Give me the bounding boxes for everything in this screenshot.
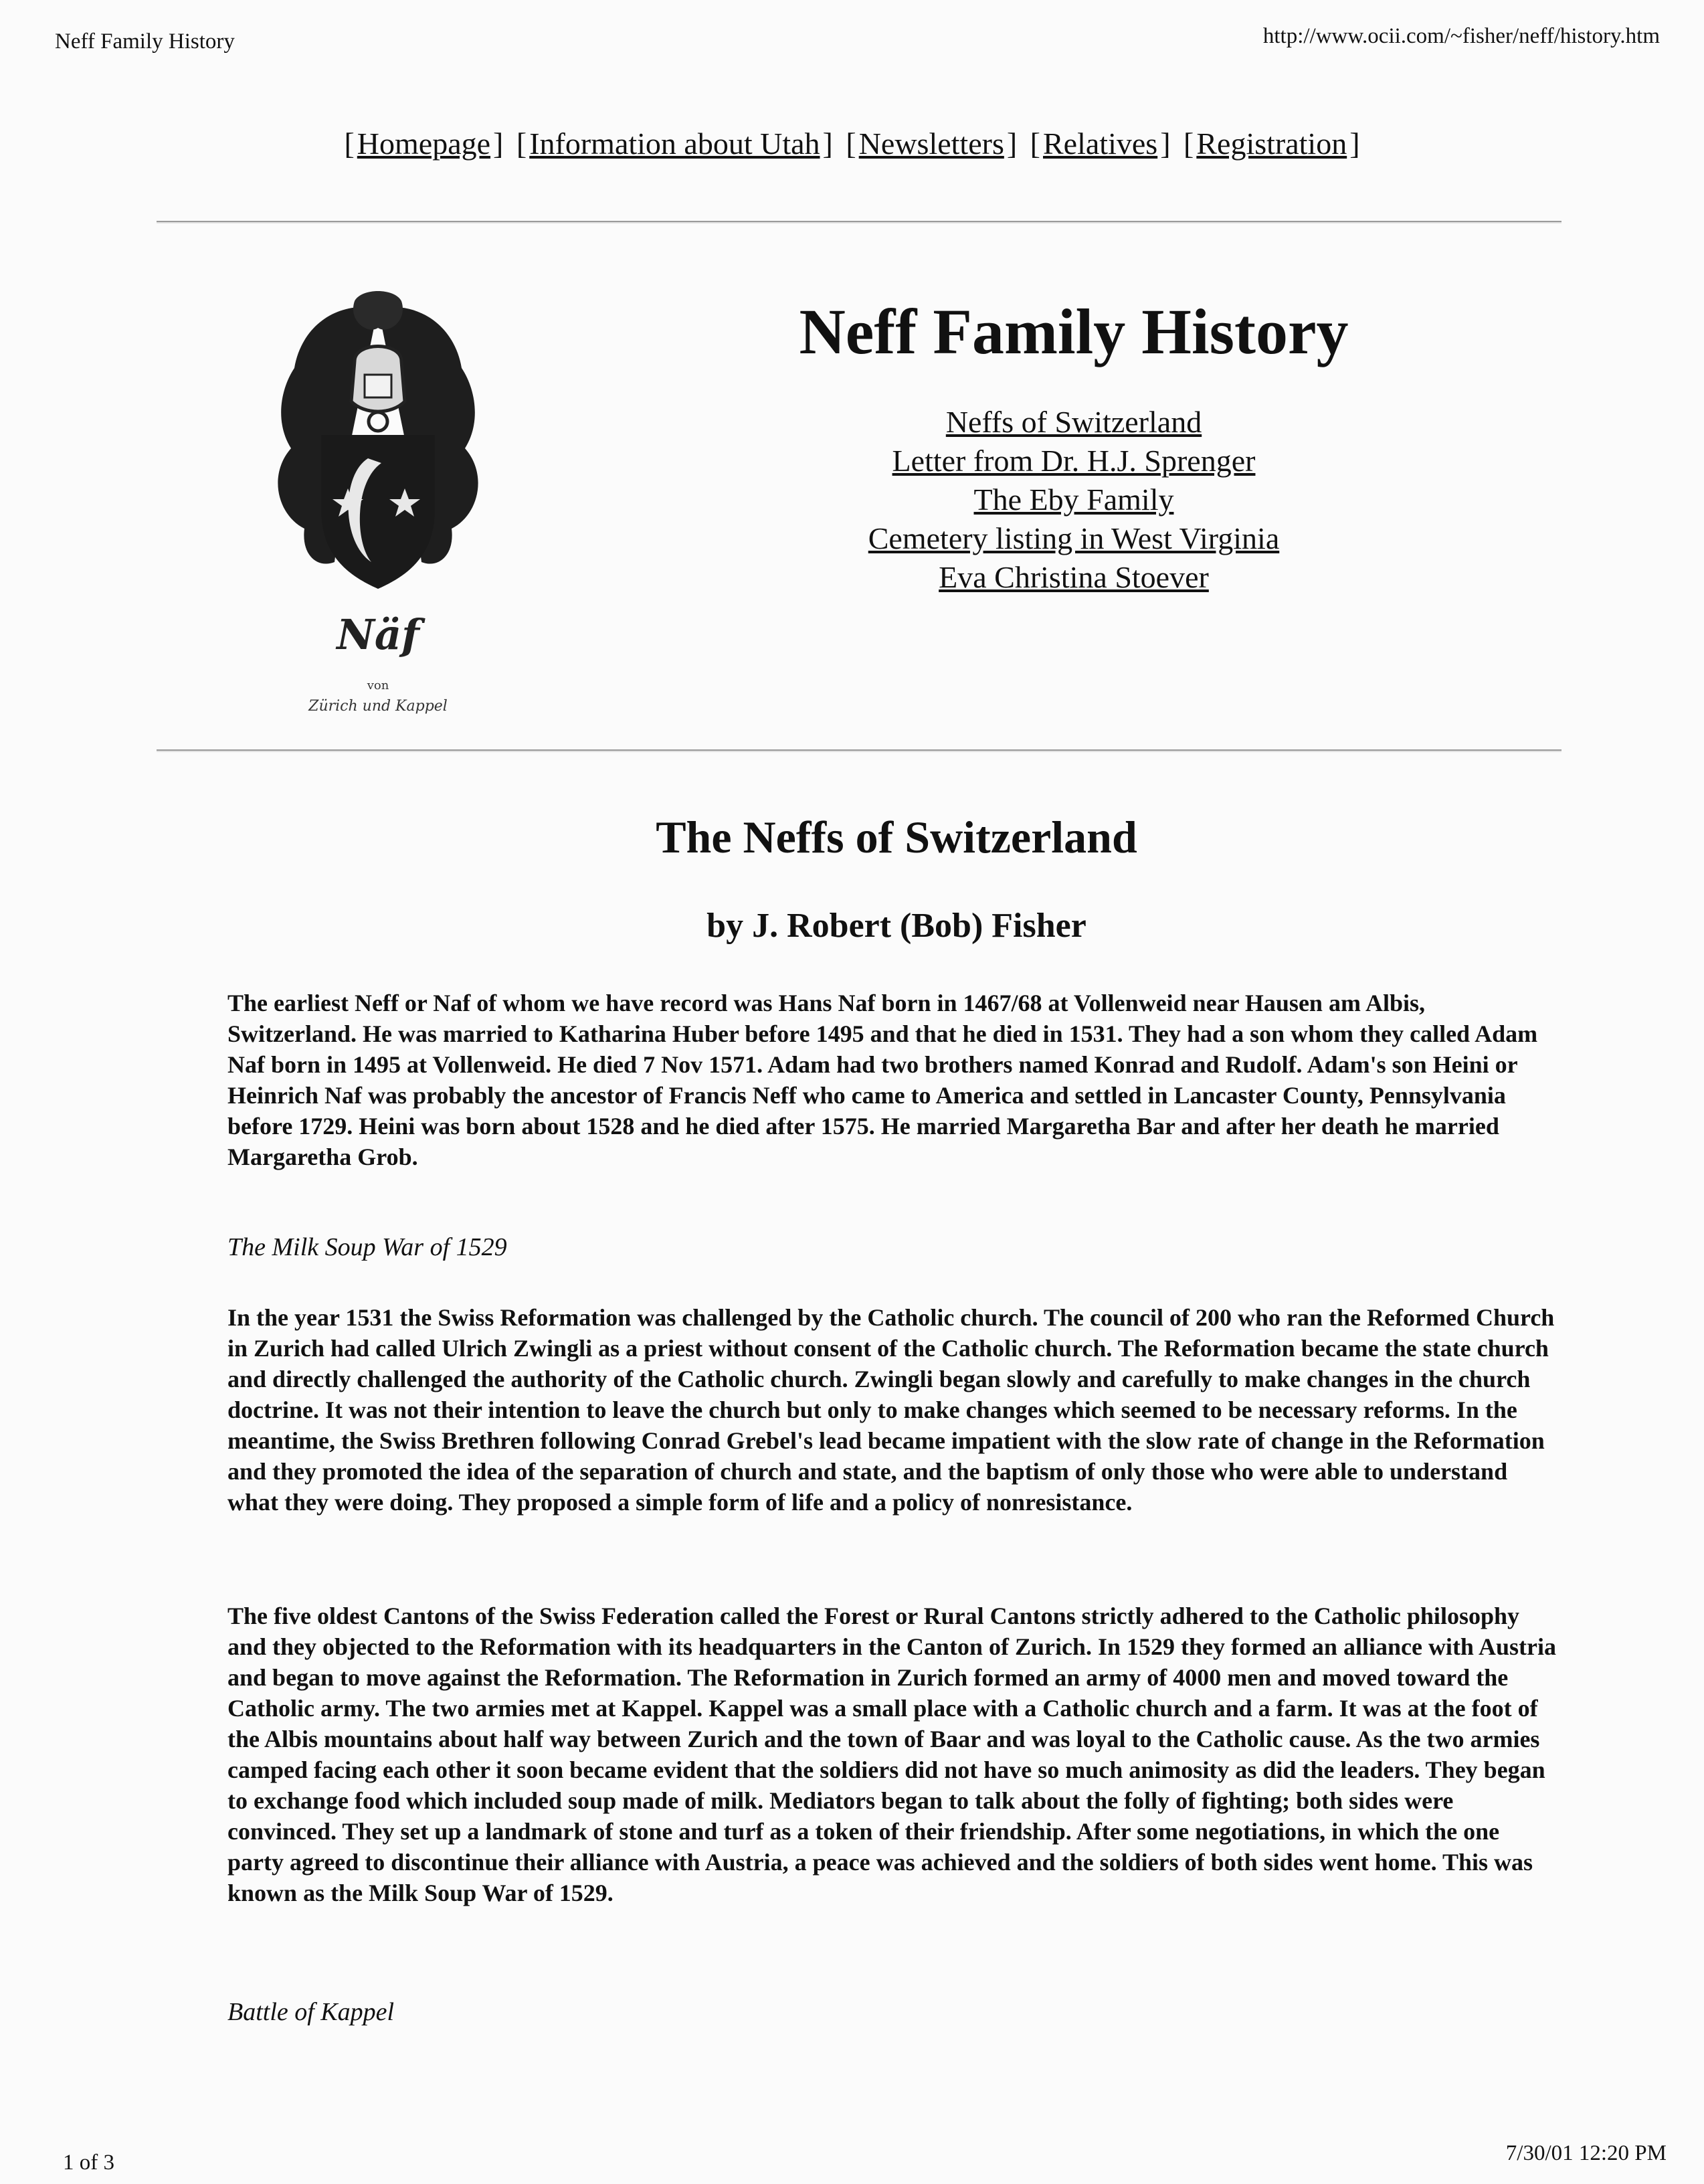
- svg-text:Zürich und Kappel: Zürich und Kappel: [308, 698, 448, 715]
- print-header-title: Neff Family History: [55, 29, 235, 54]
- nav-link-relatives[interactable]: Relatives: [1043, 126, 1158, 161]
- section-subheading: Battle of Kappel: [227, 1998, 395, 2026]
- svg-text:Näf: Näf: [337, 610, 419, 659]
- toc-link-eva-stoever[interactable]: Eva Christina Stoever: [939, 560, 1209, 594]
- toc-link-eby-family[interactable]: The Eby Family: [973, 482, 1174, 517]
- family-crest-image: [254, 288, 502, 723]
- toc-link-sprenger-letter[interactable]: Letter from Dr. H.J. Sprenger: [892, 444, 1256, 478]
- nav-link-utah[interactable]: Information about Utah: [529, 126, 820, 161]
- nav-link-homepage[interactable]: Homepage: [357, 126, 491, 161]
- print-header-url: http://www.ocii.com/~fisher/neff/history.htm: [1262, 24, 1660, 48]
- horizontal-rule: [157, 749, 1561, 752]
- print-footer-timestamp: 7/30/01 12:20 PM: [1505, 2141, 1667, 2165]
- article-byline: by J. Robert (Bob) Fisher: [706, 907, 1086, 945]
- nav-link-registration[interactable]: Registration: [1196, 126, 1347, 161]
- section-subheading: The Milk Soup War of 1529: [227, 1233, 507, 1261]
- svg-text:von: von: [367, 678, 389, 693]
- nav-link-newsletters[interactable]: Newsletters: [858, 126, 1004, 161]
- article-paragraph: The five oldest Cantons of the Swiss Federation called the Forest or Rural Cantons strictly adhered to the Catholic philosophy and they objected to the Reformation with its headquarters in the Canton of Zurich. In 1529 they formed an alliance with Austria and began to move against the Reformation. The Reformation in Zurich formed an army of 4000 men and moved toward the Catholic army. The two armies met at Kappel. Kappel was a small place with a Catholic church and a farm. It was at the foot of the Albis mountains about half way between Zurich and the town of Baar and was loyal to the Catholic cause. As the two armies camped facing each other it soon became evident that the soldiers did not have so much animosity as did the leaders. They began to exchange food which included soup made of milk. Mediators began to talk about the folly of fighting; both sides were convinced. They set up a landmark of stone and turf as a token of their friendship. After some negotiations, in which the one party agreed to discontinue their alliance with Austria, a peace was achieved and the soldiers of both sides went home. This was known as the Milk Soup War of 1529.: [227, 1603, 1556, 1906]
- table-of-contents: [702, 403, 1445, 597]
- article-paragraph: In the year 1531 the Swiss Reformation was challenged by the Catholic church. The council of 200 who ran the Reformed Church in Zurich had called Ulrich Zwingli as a priest without consent of the Catholic church. The Reformation became the state church and directly challenged the authority of the Catholic church. Zwingli began slowly and carefully to make changes in the church doctrine. It was not their intention to leave the church but only to make changes which seemed to be necessary reforms. In the meantime, the Swiss Brethren following Conrad Grebel's lead became impatient with the slow rate of change in the Reformation and they promoted the idea of the separation of church and state, and the baptism of only those who were able to understand what they were doing. They proposed a simple form of life and a policy of nonresistance.: [227, 1304, 1555, 1516]
- article-paragraph: The earliest Neff or Naf of whom we have record was Hans Naf born in 1467/68 at Vollenweid near Hausen am Albis, Switzerland. He was married to Katharina Huber before 1495 and that he died in 1531. They had a son whom they called Adam Naf born in 1495 at Vollenweid. He died 7 Nov 1571. Adam had two brothers named Konrad and Rudolf. Adam's son Heini or Heinrich Naf was probably the ancestor of Francis Neff who came to America and settled in Lancaster County, Pennsylvania before 1729. Heini was born about 1528 and he died after 1575. He married Margaretha Bar and after her death he married Margaretha Grob.: [227, 990, 1538, 1170]
- toc-link-neffs-switzerland[interactable]: Neffs of Switzerland: [945, 405, 1202, 439]
- horizontal-rule: [157, 221, 1561, 223]
- article-title: The Neffs of Switzerland: [656, 812, 1137, 862]
- toc-link-cemetery-wv[interactable]: Cemetery listing in West Virginia: [868, 521, 1280, 555]
- top-navigation: [Homepage] [Information about Utah] [Newsletters] [Relatives] [Registration]: [344, 126, 1360, 161]
- print-footer-page-count: 1 of 3: [63, 2151, 114, 2175]
- site-title: Neff Family History: [799, 296, 1349, 367]
